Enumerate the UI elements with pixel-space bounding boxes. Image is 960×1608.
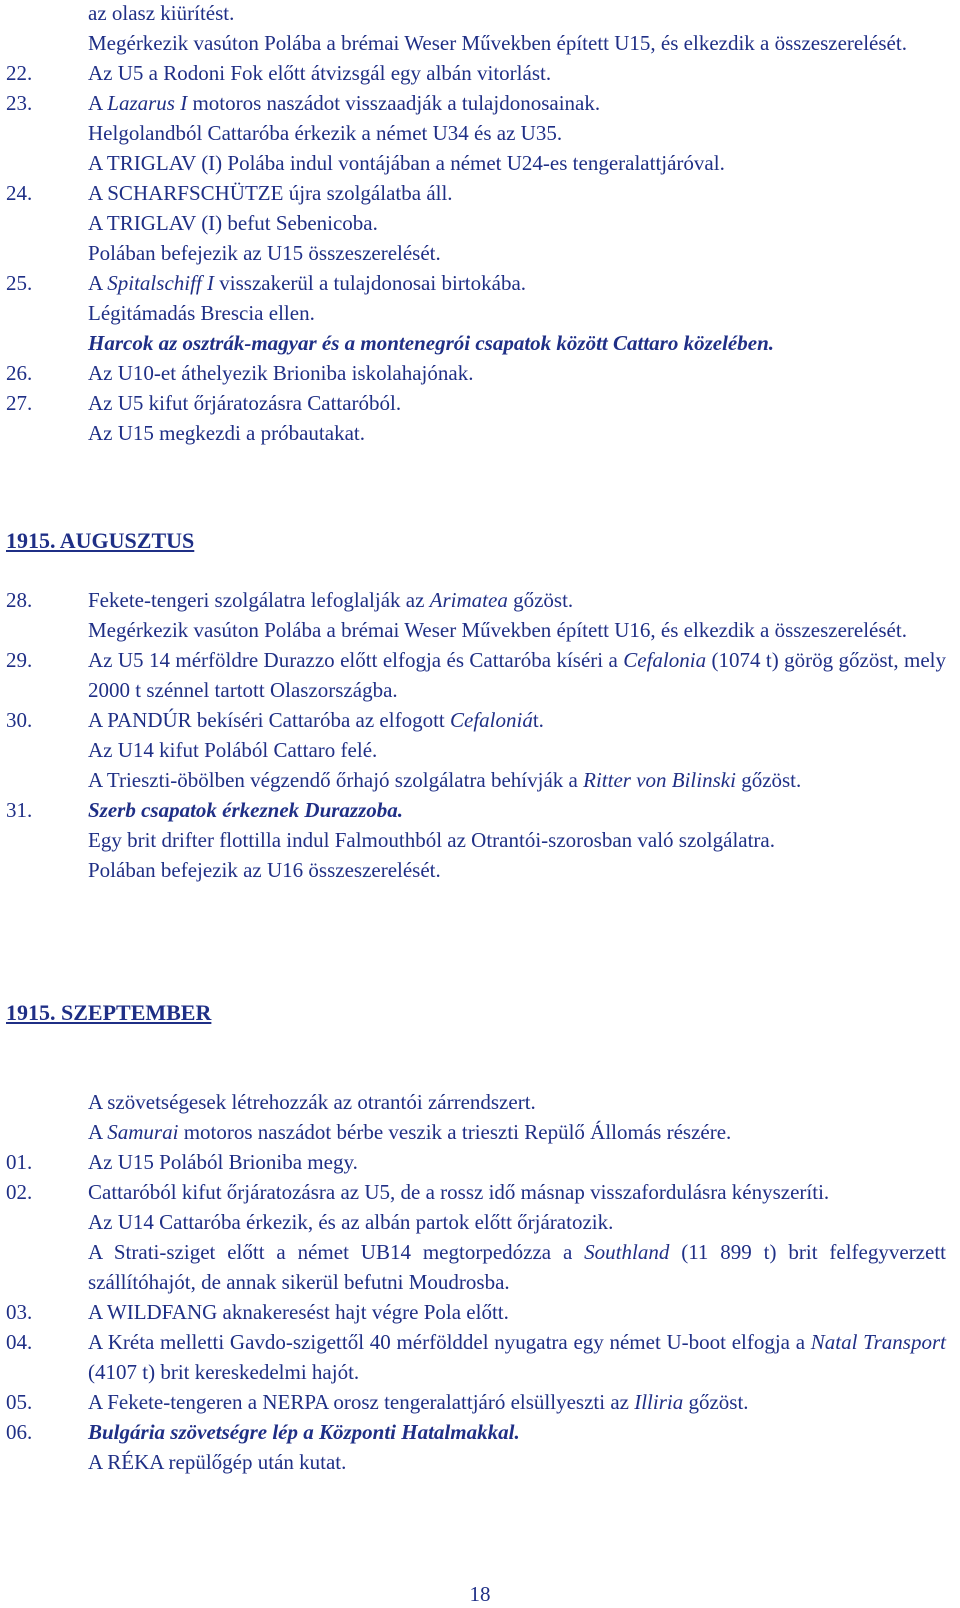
entries [6,585,946,885]
entry-day-number: 26. [6,361,33,385]
entry-text [88,88,946,118]
entry-text [88,118,946,148]
entry-text [88,0,946,28]
entry-text [88,735,946,765]
chronology-entry [6,1297,946,1327]
text-segment: visszakerül a tulajdonosai birtokába. [214,271,527,295]
text-segment: Az U5 kifut őrjáratozásra Cattaróból. [88,391,402,415]
chronology-entry [6,1327,946,1387]
entry-day-number: 05. [6,1390,33,1414]
entry-text [88,298,946,328]
text-segment: Megérkezik vasúton Polába a brémai Weser Művekben épített U15, és elkezdik a összeszerelését. [88,31,907,55]
text-segment: A RÉKA repülőgép után kutat. [88,1450,347,1474]
entry-text [88,1387,946,1417]
chronology-entry [6,88,946,118]
entry-text [88,855,946,885]
month-heading: 1915. SZEPTEMBER [6,1000,212,1025]
chronology-entry [6,268,946,298]
text-segment: A Trieszti-öbölben végzendő őrhajó szolgálatra behívják a [88,768,584,792]
text-segment: (11 899 t) brit felfegyverzett szállítóhajót, de annak sikerül befutni Moudrosba. [88,1240,946,1294]
entry-text [88,28,946,58]
text-segment: Az U5 14 mérföldre Durazzo előtt elfogja és Cattaróba kíséri a [88,648,624,672]
text-segment: A [88,271,108,295]
entry-text [88,765,946,795]
text-segment: gőzöst. [683,1390,749,1414]
chronology-entry [6,855,946,885]
chronology-entry [6,0,946,28]
chronology-entry [6,328,946,358]
entry-text [88,178,946,208]
chronology-entry [6,418,946,448]
emphasized-text: Natal Transport [810,1330,946,1354]
entry-text [88,615,946,645]
emphasized-text: Illiria [634,1390,684,1414]
text-segment: A Kréta melletti Gavdo-szigettől 40 mérfölddel nyugatra egy német U-boot elfogja a [88,1330,811,1354]
text-segment: gőzöst. [507,588,574,612]
entry-text [88,148,946,178]
entry-text [88,358,946,388]
section-s0 [6,0,946,448]
emphasized-text: Samurai [107,1120,179,1144]
text-segment: (4107 t) brit kereskedelmi hajót. [88,1360,360,1384]
entry-day-number: 06. [6,1420,33,1444]
chronology-entry [6,148,946,178]
chronology-entry [6,1237,946,1297]
chronology-entry [6,705,946,735]
emphasized-text: Szerb csapatok érkeznek Durazzoba. [88,798,404,822]
chronology-entry [6,358,946,388]
entry-text [88,1417,946,1447]
entry-text [88,645,946,705]
text-segment: A SCHARFSCHÜTZE újra szolgálatba áll. [88,181,453,205]
emphasized-text: Ritter von Bilinski [583,768,736,792]
entry-text [88,585,946,615]
text-segment: az olasz kiürítést. [88,1,235,25]
entry-text [88,418,946,448]
emphasized-text: Cefalonia [623,648,707,672]
section-s2 [6,998,946,1477]
page-number: 18 [469,1582,491,1606]
text-segment: Az U15 megkezdi a próbautakat. [88,421,365,445]
entry-text [88,825,946,855]
chronology-entry [6,585,946,615]
entry-day-number: 23. [6,91,33,115]
chronology-entry [6,118,946,148]
text-segment: Az U14 Cattaróba érkezik, és az albán partok előtt őrjáratozik. [88,1210,614,1234]
entries [6,1087,946,1477]
entry-text [88,1087,946,1117]
emphasized-text: Lazarus I [107,91,188,115]
chronology-entry [6,208,946,238]
entry-day-number: 03. [6,1300,33,1324]
entry-text [88,1327,946,1387]
chronology-entry [6,1417,946,1447]
text-segment: A Fekete-tengeren a NERPA orosz tengeralattjáró elsüllyeszti az [88,1390,635,1414]
chronology-entry [6,388,946,418]
entry-text [88,1237,946,1297]
chronology-entry [6,795,946,825]
chronology-entry [6,825,946,855]
entry-text [88,1177,946,1207]
text-segment: Polában befejezik az U16 összeszerelését. [88,858,441,882]
text-segment: motoros naszádot bérbe veszik a trieszti Repülő Állomás részére. [178,1120,732,1144]
chronology-entry [6,178,946,208]
text-segment: Polában befejezik az U15 összeszerelését. [88,241,441,265]
text-segment: A TRIGLAV (I) Polába indul vontájában a német U24-es tengeralattjáróval. [88,151,725,175]
text-segment: A [88,91,108,115]
entry-text [88,1207,946,1237]
emphasized-text: Bulgária szövetségre lép a Központi Hatalmakkal. [88,1420,520,1444]
chronology-entry [6,765,946,795]
chronology-entry [6,58,946,88]
entry-day-number: 01. [6,1150,33,1174]
entry-text [88,388,946,418]
entry-day-number: 24. [6,181,33,205]
entry-text [88,208,946,238]
text-segment: (1074 t) görög gőzöst, mely 2000 t szénnel tartott Olaszországba. [88,648,946,702]
chronology-entry [6,28,946,58]
text-segment: A szövetségesek létrehozzák az otrantói zárrendszert. [88,1090,536,1114]
text-segment: Légitámadás Brescia ellen. [88,301,315,325]
text-segment: gőzöst. [735,768,802,792]
chronology-entry [6,238,946,268]
chronology-entry [6,1147,946,1177]
entry-text [88,58,946,88]
emphasized-text: Harcok az osztrák-magyar és a montenegrói csapatok között Cattaro közelében. [88,331,775,355]
entry-day-number: 27. [6,391,33,415]
entry-day-number: 02. [6,1180,33,1204]
entry-text [88,1117,946,1147]
chronology-entry [6,1087,946,1117]
chronology-entry [6,1447,946,1477]
chronology-entry [6,1117,946,1147]
chronology-entry [6,645,946,705]
text-segment: Az U10-et áthelyezik Brioniba iskolahajónak. [88,361,474,385]
entry-day-number: 31. [6,798,33,822]
entry-text [88,1447,946,1477]
chronology-entry [6,1177,946,1207]
emphasized-text: Arimatea [429,588,508,612]
text-segment: A TRIGLAV (I) befut Sebenicoba. [88,211,378,235]
emphasized-text: Southland [584,1240,670,1264]
entry-text [88,1297,946,1327]
month-heading: 1915. AUGUSZTUS [6,528,195,553]
entry-day-number: 22. [6,61,33,85]
entry-day-number: 30. [6,708,33,732]
chronology-entry [6,1387,946,1417]
text-segment: Cattaróból kifut őrjáratozásra az U5, de a rossz idő másnap visszafordulásra kényszeríti. [88,1180,830,1204]
text-segment: A Strati-sziget előtt a német UB14 megtorpedózza a [88,1240,585,1264]
entry-day-number: 28. [6,588,33,612]
chronology-entry [6,298,946,328]
text-segment: Megérkezik vasúton Polába a brémai Weser Művekben épített U16, és elkezdik a összeszerelését. [88,618,907,642]
entry-day-number: 29. [6,648,33,672]
text-segment: Az U5 a Rodoni Fok előtt átvizsgál egy albán vitorlást. [88,61,552,85]
text-segment: t. [532,708,544,732]
entry-day-number: 04. [6,1330,33,1354]
entry-text [88,795,946,825]
chronology-entry [6,615,946,645]
entries [6,0,946,448]
emphasized-text: Cefaloniá [450,708,533,732]
entry-text [88,238,946,268]
entry-text [88,268,946,298]
entry-day-number: 25. [6,271,33,295]
text-segment: A WILDFANG aknakeresést hajt végre Pola előtt. [88,1300,509,1324]
emphasized-text: Spitalschiff I [107,271,215,295]
text-segment: A [88,1120,108,1144]
text-segment: A PANDÚR bekíséri Cattaróba az elfogott [88,708,450,732]
text-segment: Az U15 Polából Brioniba megy. [88,1150,358,1174]
text-segment: motoros naszádot visszaadják a tulajdonosainak. [187,91,601,115]
entry-text [88,1147,946,1177]
text-segment: Az U14 kifut Polából Cattaro felé. [88,738,378,762]
text-segment: Egy brit drifter flottilla indul Falmouthból az Otrantói-szorosban való szolgálatra. [88,828,775,852]
chronology-entry [6,735,946,765]
text-segment: Fekete-tengeri szolgálatra lefoglalják az [88,588,430,612]
chronology-entry [6,1207,946,1237]
entry-text [88,705,946,735]
text-segment: Helgolandból Cattaróba érkezik a német U34 és az U35. [88,121,563,145]
section-s1 [6,526,946,885]
entry-text [88,328,946,358]
